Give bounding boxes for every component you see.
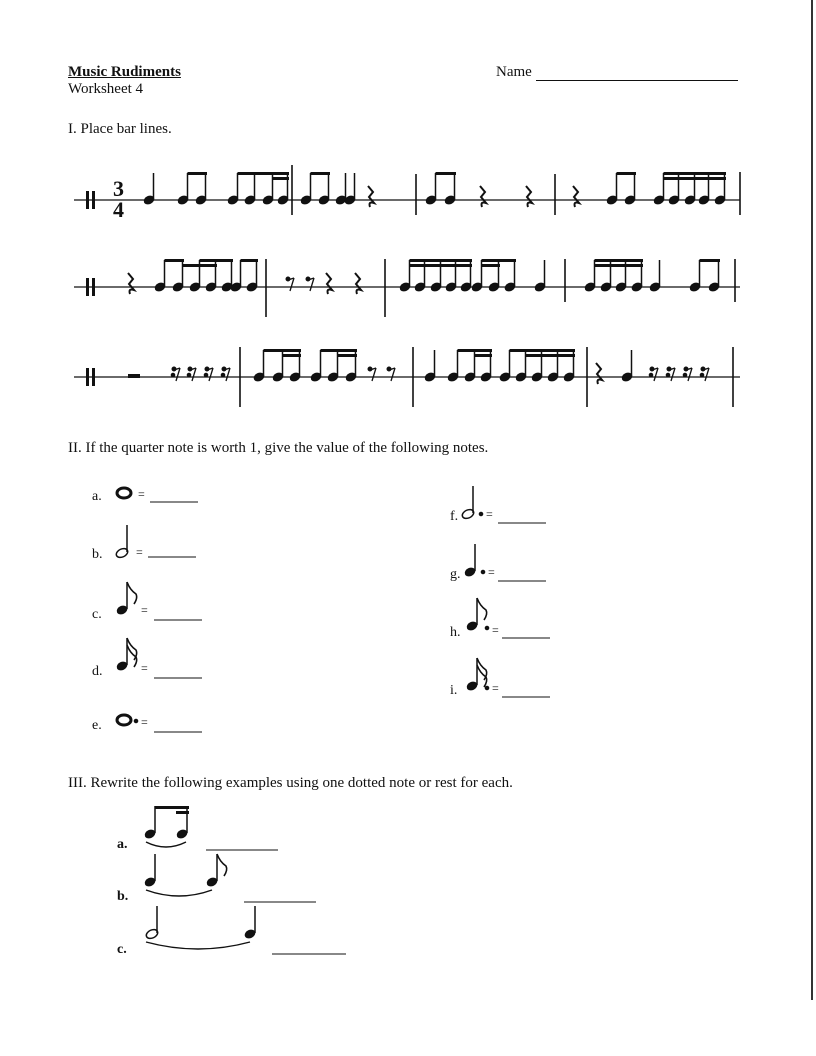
beam <box>664 172 727 175</box>
beam <box>436 172 457 175</box>
item-label: e. <box>92 718 102 733</box>
beam <box>595 259 644 262</box>
item-label: d. <box>92 664 103 679</box>
augmentation-dot <box>485 626 489 630</box>
beam <box>526 354 576 357</box>
name-label: Name <box>496 64 532 80</box>
equals-sign: = <box>492 623 499 637</box>
item-label: c. <box>92 607 102 622</box>
sixteenth-rest-dot <box>221 373 225 377</box>
quarter-rest <box>480 186 486 207</box>
beam <box>458 349 493 352</box>
beam <box>238 172 290 175</box>
item-label: a. <box>117 837 128 852</box>
section-1-heading: I. Place bar lines. <box>68 121 172 137</box>
beam <box>482 264 501 267</box>
time-sig-bottom: 4 <box>113 197 124 222</box>
equals-sign: = <box>486 507 493 521</box>
beam <box>188 172 208 175</box>
section-2-heading: II. If the quarter note is worth 1, give the value of the following notes. <box>68 440 489 456</box>
beam <box>321 349 358 352</box>
whole-note <box>117 715 131 725</box>
sixteenth-rest-dot <box>171 373 175 377</box>
sixteenth-rest-dot <box>700 373 704 377</box>
note-head <box>144 829 156 840</box>
item-label: h. <box>450 625 461 640</box>
beam <box>410 264 473 267</box>
eighth-rest-stem <box>688 368 692 381</box>
tie <box>146 890 212 896</box>
note-flag <box>477 598 487 620</box>
beam <box>273 177 290 180</box>
note-head <box>244 929 256 940</box>
note-head <box>116 605 128 616</box>
item-label: b. <box>117 889 129 904</box>
equals-sign: = <box>492 681 499 695</box>
note-head <box>144 877 156 888</box>
tie <box>146 842 186 847</box>
quarter-rest <box>326 273 332 294</box>
sixteenth-rest-dot <box>187 373 191 377</box>
start-bar-thick <box>92 191 95 209</box>
start-bar-thick <box>92 278 95 296</box>
eighth-rest-stem <box>290 278 294 291</box>
note-flag <box>127 645 137 667</box>
eighth-rest-stem <box>671 368 675 381</box>
beam <box>595 264 644 267</box>
quarter-rest <box>368 186 374 207</box>
beam <box>283 354 302 357</box>
item-label: a. <box>92 489 102 504</box>
equals-sign: = <box>141 661 148 675</box>
rhythm-exercise-lines <box>0 150 816 420</box>
note-head <box>466 681 478 692</box>
augmentation-dot <box>134 719 138 723</box>
eighth-rest-stem <box>705 368 709 381</box>
start-bar-thick <box>86 278 89 296</box>
time-sig-top: 3 <box>113 176 124 201</box>
beam <box>200 259 234 262</box>
eighth-rest-stem <box>391 368 395 381</box>
worksheet-title: Music Rudiments <box>68 64 181 80</box>
augmentation-dot <box>485 686 489 690</box>
equals-sign: = <box>488 565 495 579</box>
note-head <box>176 829 188 840</box>
note-flag <box>217 854 227 876</box>
quarter-rest <box>128 273 134 294</box>
quarter-rest <box>355 273 361 294</box>
equals-sign: = <box>141 715 148 729</box>
note-head <box>464 567 476 578</box>
equals-sign: = <box>136 545 143 559</box>
beam <box>176 811 189 814</box>
section-3-heading: III. Rewrite the following examples using one dotted note or rest for each. <box>68 775 513 791</box>
start-bar-thick <box>86 191 89 209</box>
beam <box>155 806 189 809</box>
worksheet-subtitle: Worksheet 4 <box>68 81 144 97</box>
note-values-exercise <box>0 470 816 750</box>
eighth-rest-stem <box>372 368 376 381</box>
note-flag <box>127 582 137 604</box>
beam <box>410 259 473 262</box>
item-label: c. <box>117 942 127 957</box>
note-head <box>466 621 478 632</box>
augmentation-dot <box>481 570 485 574</box>
item-label: b. <box>92 547 103 562</box>
beam <box>617 172 637 175</box>
name-field[interactable] <box>536 80 738 81</box>
beam <box>475 354 493 357</box>
quarter-rest <box>573 186 579 207</box>
sixteenth-rest-dot <box>649 373 653 377</box>
eighth-rest-stem <box>192 368 196 381</box>
beam <box>264 349 302 352</box>
whole-note <box>117 488 131 498</box>
augmentation-dot <box>479 512 483 516</box>
beam <box>664 177 727 180</box>
sixteenth-rest-dot <box>204 373 208 377</box>
note-head <box>116 661 128 672</box>
item-label: f. <box>450 509 459 524</box>
eighth-rest-stem <box>209 368 213 381</box>
equals-sign: = <box>138 487 145 501</box>
beam <box>165 259 185 262</box>
beam <box>510 349 576 352</box>
rewrite-exercise <box>0 800 816 970</box>
sixteenth-rest-dot <box>666 373 670 377</box>
sixteenth-rest-dot <box>683 373 687 377</box>
tie <box>146 942 250 949</box>
beam <box>311 172 331 175</box>
item-label: i. <box>450 683 458 698</box>
quarter-rest <box>526 186 532 207</box>
equals-sign: = <box>141 603 148 617</box>
eighth-rest-stem <box>176 368 180 381</box>
eighth-rest-stem <box>310 278 314 291</box>
beam <box>183 264 218 267</box>
note-head <box>206 877 218 888</box>
beam <box>241 259 259 262</box>
eighth-rest-stem <box>226 368 230 381</box>
start-bar-thick <box>86 368 89 386</box>
beam <box>482 259 517 262</box>
beam <box>338 354 358 357</box>
quarter-rest <box>596 363 602 384</box>
beam <box>700 259 721 262</box>
item-label: g. <box>450 567 461 582</box>
eighth-rest-stem <box>654 368 658 381</box>
start-bar-thick <box>92 368 95 386</box>
half-rest <box>128 374 140 378</box>
note-flag <box>477 665 487 687</box>
